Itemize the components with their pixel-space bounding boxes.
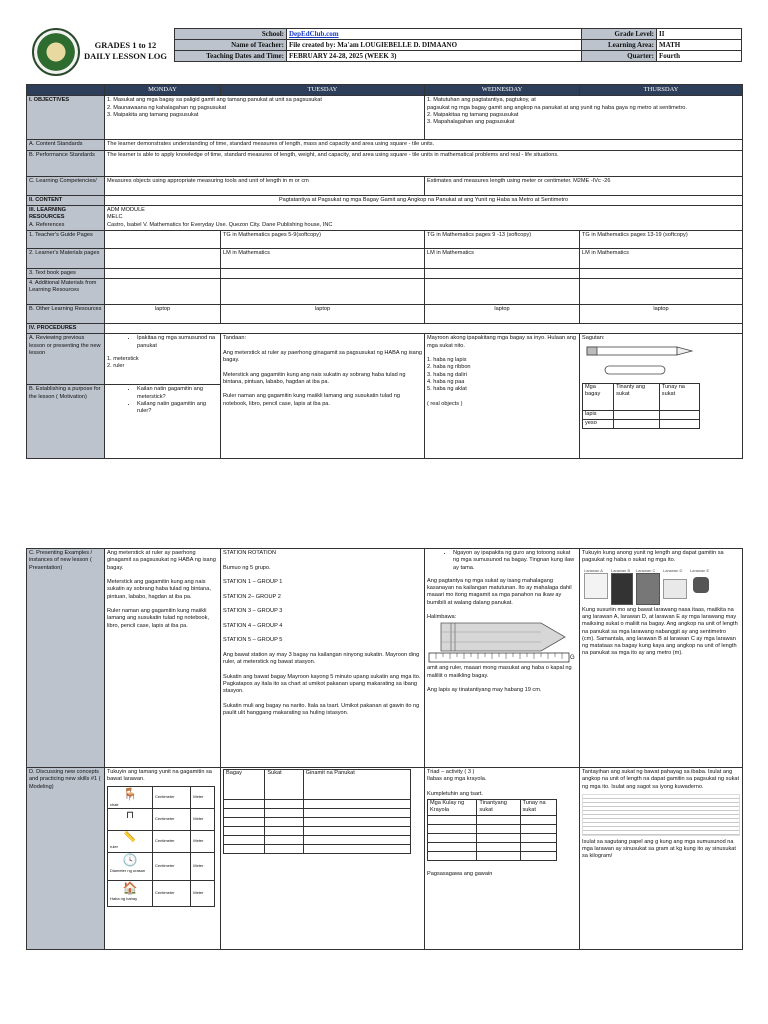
image-larawan-e: Larawan E: [690, 568, 714, 605]
lesson-table-page2: [26, 548, 743, 950]
present-thursday: Kung susuriin mo ang bawat larawang nasa itaas, maiikita na ang larawan A, larawan D, at larawan E ay mga larawang may maiksing sukat o maliiit na bagay. Ang angkop na unit of length na panukat sa mga larawang nabanggit ay ang sentimetro (cm). Samantala, ang larawan B at larawan C ay mga larawan ng matataas na bagay kung kaya ang angkop na unit of length na panukat sa mga ito ay ang metro (m).: [582, 606, 738, 657]
image-larawan-a: Larawan A: [584, 568, 608, 605]
review-tuesday: Tandaan: Ang meterstick at ruler ay paerhong ginagamit sa pagsusukat ng HABA ng isang bagay. Meterstick ang gagamitin kung ang nais sukatin ay sobrang haba tulad ng bintana, pintuan, lababo, hagdan at iba pa. Ruler naman ang gagamitin kung maiikli lamang ang susukatin tulad ng notebook, libro, pencil case, lapis at iba pa.: [221, 334, 425, 459]
pencil-illustration: [586, 345, 694, 357]
present-wed-after: amit ang ruler, maaari mong masukat ang haba o kapal ng maliliit o maiikling bagay. Ang lapis ay tinatantiyang may habang 19 cm.: [427, 665, 572, 694]
area-value: MATH: [657, 40, 742, 51]
image-larawan-d: Larawan D: [663, 568, 687, 605]
day-monday: MONDAY: [105, 85, 221, 96]
present-tuesday: STATION ROTATION Bumuo ng 5 grupo. STATION 1 – GROUP 1 STATION 2– GROUP 2 STATION 3 – GROUP 3 STATION 4 – GROUP 4 STATION 5 – GROUP 5 Ang bawat station ay may 3 bagay na kailangan ninyong sukatin. Mayroon ding ruler, at meterstick ng bawat stasyon. Sukatin ang bawat bagay Mayroon kayong 5 minuto upang sukatin ang mga ito. Pagkatapos ay itala ito sa chart at umikot pakanan upang makarating sa ibang stasyon. Sukatin muli ang bagay na narito. Itala sa tsart. Umikot pakanan at gawin ito ng paulit ulit hanggang makarating sa huling istasyon.: [221, 549, 425, 768]
purpose-mon-b1: • Kailan natin gagamitin ang meterstick?: [137, 386, 218, 401]
lesson-table-page1: [26, 84, 743, 459]
m-1: Meter: [191, 786, 215, 808]
present-wed-bullet: • Ngayon ay ipapakita ng guro ang totoong sukat ng mga sumusunod na bagay. Tingnan kung ilaw ay tama.: [453, 550, 577, 572]
present-wed-g: G: [570, 655, 575, 662]
thu-table-r2: yeso: [583, 419, 614, 428]
thu-table-r1: lapis: [583, 410, 614, 419]
review-mon-list: 1. meterstick 2. ruler: [107, 355, 139, 370]
quarter-label: Quarter:: [582, 51, 657, 62]
discuss-label: D. Discussing new concepts and practicing new skills #1 ( Modeling): [27, 768, 105, 950]
item-clock: Diameter ng orasan: [110, 868, 146, 874]
review-label: A. Reviewing previous lesson or presenting the new lesson: [27, 334, 105, 385]
present-label: C. Presenting Examples / instances of new lesson ( Presentation): [27, 549, 105, 768]
dates-label: Teaching Dates and Time:: [175, 51, 287, 62]
laptop-tuesday: laptop: [221, 305, 425, 324]
title-line1: GRADES 1 to 12: [94, 40, 157, 50]
objectives-mon-tue: 1. Masukat ang mga bagay sa paligid gamit ang tamang panukat at unit sa pagsusukat 2. Maunawaana ng kahalagahan ng pagsusukat 3. Maipakita ang tamang pagsusukat: [105, 96, 425, 140]
chair-icon: 🪑: [122, 786, 138, 801]
cm-1: Centimeter: [153, 786, 191, 808]
tg-thursday: TG in Mathematics pages 13-19 (softcopy): [580, 230, 743, 248]
review-thu-label: Sagutan:: [582, 335, 605, 342]
thu-image-strip: [584, 568, 740, 605]
objectives-wed-thu: 1. Matutuhan ang pagtatantiya, pagtukoy, at pagsukat ng mga bagay gamit ang angkop na panukat at ang yunit ng haba gaya ng metro at sentimetro. 2. Maipakitaa ng tamang pagsusukat 3. Mapahalagahan ang pagsusukat: [425, 96, 743, 140]
house-icon: 🏠: [122, 880, 138, 895]
cm-3: Centimeter: [153, 830, 191, 852]
tg-tuesday: TG in Mathematics pages 5-9(softcopy): [221, 230, 425, 248]
discuss-monday: Tukuyin ang tamang yunit na gagamitin sa bawat larawan.: [107, 769, 212, 783]
content-title: Pagtatantiya at Pagsukat ng mga Bagay Gamit ang Angkop na Panukat at ang Yunit ng Haba sa Metro at Sentimetro: [105, 195, 743, 205]
m-5: Meter: [191, 880, 215, 906]
wed-crayon-table: [427, 799, 557, 861]
learning-resources-label: III. LEARNING RESOURCES: [29, 206, 66, 221]
procedures-label: IV. PROCEDURES: [27, 324, 105, 334]
additional-label: 4. Additional Materials from Learning Resources: [27, 279, 105, 305]
lm-tuesday: LM in Mathematics: [221, 248, 425, 268]
references-label: A. References: [29, 221, 65, 228]
content-std: The learner demonstrates understanding of time, standard measures of length, mass and capacity and area using square - tile units.: [105, 140, 743, 150]
lm-label: 2. Learner's Materials pages: [27, 248, 105, 268]
mon-unit-table: [107, 786, 215, 907]
discuss-thursday: Tantayihan ang sukat ng bawat pahayag sa ibaba. Isulat ang angkop na unit of length na dapat gamitin sa pagsukat ng sukat ng mga ito. Isulat ang sagot sa iyong kuwaderno.: [582, 769, 740, 790]
present-thu-top: Tukuyin kung anong yunit ng length ang dapat gamitin sa pagsukat ng haba o sukat ng mga ito.: [582, 550, 724, 564]
textbook-label: 3. Text book pages: [27, 268, 105, 278]
review-wednesday: Mayroon akong ipapakitang mga bagay sa inyo. Hulaan ang mga sukat nito. 1. haba ng lapis 2. haba ng ribbon 3. haba ng daliri 4. haba ng paa 5. haba ng aklat ( real objects ): [425, 334, 580, 459]
thu-table-h3: Tunay na sukat: [659, 383, 699, 410]
teacher-label: Name of Teacher:: [175, 40, 287, 51]
pencil-ruler-illustration: [427, 621, 577, 665]
competencies-label: C. Learning Competencies/: [27, 176, 105, 195]
tg-label: 1. Teacher's Guide Pages: [27, 230, 105, 248]
title-line2: DAILY LESSON LOG: [84, 51, 167, 62]
header-table: [174, 28, 742, 62]
quarter-value: Fourth: [657, 51, 742, 62]
purpose-label: B. Establishing a purpose for the lesson ( Motivation): [27, 385, 105, 459]
tue-measure-table: [223, 769, 411, 854]
laptop-wednesday: laptop: [425, 305, 580, 324]
tue-h3: Ginamit na Panukat: [303, 770, 410, 800]
wed-h1: Mga Kulay ng Krayola: [428, 800, 477, 816]
purpose-mon-b2: • Kailang natin gagamitin ang ruler?: [137, 401, 218, 416]
item-chair: chair: [110, 802, 119, 808]
school-label: School:: [175, 29, 287, 40]
grade-value: II: [657, 29, 742, 40]
perf-std-label: B. Performance Standards: [27, 150, 105, 176]
lm-thursday: LM in Mathematics: [580, 248, 743, 268]
competencies-wed-thu: Estimates and measures length using meter or centimeter. M2ME -IVc -26: [425, 176, 743, 195]
day-thursday: THURSDAY: [580, 85, 743, 96]
resources-label: [27, 205, 105, 230]
teacher-value: File created by: Ma'am LOUGIEBELLE D. DIMAANO: [287, 40, 582, 51]
log-title: [78, 40, 173, 62]
wed-h2: Tinantyang sukat: [477, 800, 520, 816]
competencies-mon-tue: Measures objects using appropriate measuring tools and unit of length in m or cm: [105, 176, 425, 195]
discuss-wednesday: Triad – activity ( 3 ) Ilabas ang mga krayola. Kumpletuhin ang tsart.: [427, 769, 487, 797]
objectives-label: I. OBJECTIVES: [27, 96, 105, 140]
tue-h2: Sukat: [265, 770, 303, 800]
present-monday: Ang meterstick at ruler ay paerhong ginagamit sa pagsusukat ng HABA ng isang bagay. Meterstick ang gagamitin kung ang nais sukatin ay sobrang haba tulad ng bintana, pintuan, lababo, hagdan at iba pa. Ruler naman ang gagamitin kung maiikli lamang ang susukatin tulad ng notebook, libro, pencil case, lapis at iba pa.: [105, 549, 221, 768]
image-larawan-c: Larawan C: [636, 568, 660, 605]
deped-seal: [32, 28, 80, 76]
cm-2: Centimeter: [153, 808, 191, 830]
discuss-thu-after: Isulat sa sagutang papel ang g kung ang mga sumusunod na mga larawan ay sinusukat sa gram at kg kung ito ay sinusukat sa kilogram/: [582, 838, 736, 860]
other-label: B. Other Learning Resources: [27, 305, 105, 324]
lm-wednesday: LM in Mathematics: [425, 248, 580, 268]
school-link[interactable]: DepEdClub.com: [289, 30, 339, 38]
thu-estimate-list-image: [582, 794, 740, 836]
thu-table-h1: Mga bagay: [583, 383, 614, 410]
item-ruler: ruler: [110, 843, 119, 849]
references-text: ADM MODULE MELC Castro, Isabel V. Mathematics for Everyday Use. Quezon City. Dane Publishing house, INC: [105, 205, 743, 230]
tue-h1: Bagay: [224, 770, 265, 800]
clock-icon: 🕓: [122, 852, 138, 867]
perf-std: The learner is able to apply knowledge of time, standard measures of length, weight, and capacity, and area using square - tile units in mathematical problems and real - life situations.: [105, 150, 743, 176]
dates-value: FEBRUARY 24-28, 2025 (WEEK 3): [287, 51, 582, 62]
cm-5: Centimeter: [153, 880, 191, 906]
chalk-illustration: [604, 365, 684, 375]
tg-wednesday: TG in Mathematics pages 9 -13 (softcopy): [425, 230, 580, 248]
m-4: Meter: [191, 852, 215, 880]
cm-4: Centimeter: [153, 852, 191, 880]
present-wednesday: Ang pagtantya ng mga sukat ay isang mahalagang kasanayan na kailangan matutunan. Ito ay mahalaga dahil maaari mo itong magamit sa mga panahon na ikaw ay bumibili at walang dalang panukat. Halimbawa:: [427, 577, 572, 621]
day-tuesday: TUESDAY: [221, 85, 425, 96]
item-house: Haba ng bahay: [110, 896, 138, 902]
laptop-thursday: laptop: [580, 305, 743, 324]
review-mon-bullet: • Ipakitaa ng mga sumusunod na panukat: [137, 335, 218, 350]
m-2: Meter: [191, 808, 215, 830]
image-larawan-b: Larawan B: [611, 568, 633, 605]
day-wednesday: WEDNESDAY: [425, 85, 580, 96]
area-label: Learning Area:: [582, 40, 657, 51]
table-icon: ⊓: [126, 809, 134, 821]
m-3: Meter: [191, 830, 215, 852]
content-std-label: A. Content Standards: [27, 140, 105, 150]
thu-table-h2: Tinanty ang sukat: [614, 383, 660, 410]
thu-estimate-table: [582, 383, 700, 429]
content-label: II. CONTENT: [27, 195, 105, 205]
wed-h3: Tunay na sukat: [520, 800, 557, 816]
laptop-monday: laptop: [105, 305, 221, 324]
grade-label: Grade Level:: [582, 29, 657, 40]
ruler-icon: 📏: [123, 831, 137, 843]
discuss-wed-after: Pagsasagawa ang gawain: [427, 871, 493, 878]
